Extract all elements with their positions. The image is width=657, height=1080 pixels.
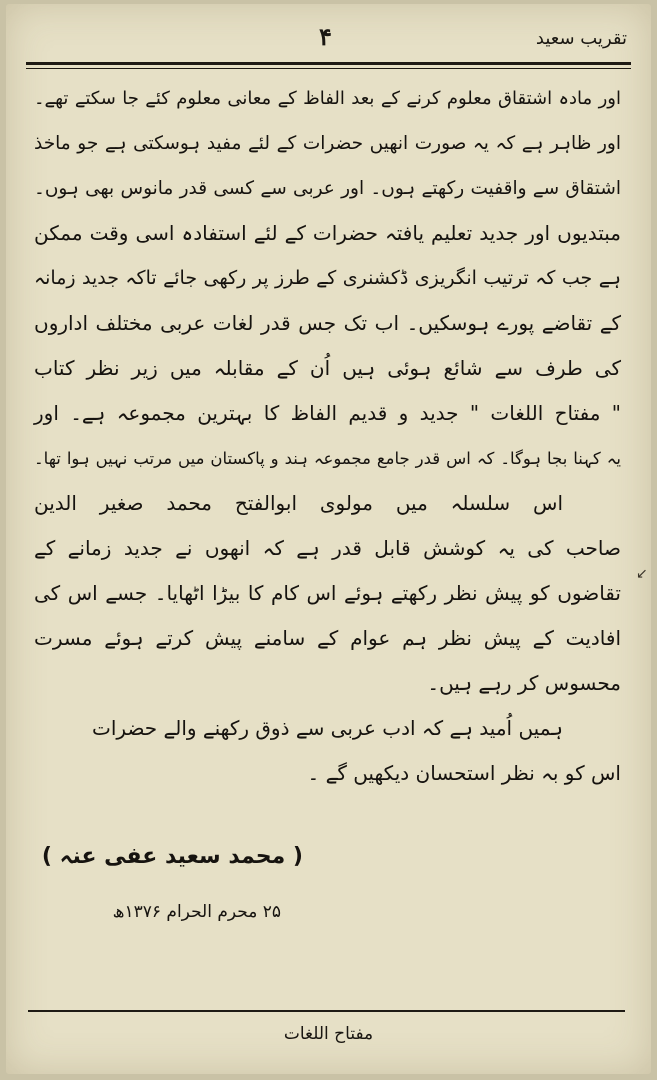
margin-mark: ↙ [636,566,648,582]
page-number: ۴ [319,22,332,51]
text-line: اور ظاہر ہے کہ یہ صورت انھیں حضرات کے لئے مفید ہوسکتی ہے جو ماخذ [34,133,621,154]
footer-rule [28,1010,625,1012]
text-line: اس کو بہ نظر استحسان دیکھیں گے ۔ [307,761,621,785]
text-line: اس سلسلہ میں مولوی ابوالفتح محمد صغیر الدین [34,491,563,515]
page-header [20,22,631,58]
date: ۲۵ محرم الحرام ۱۳۷۶ھ [112,902,281,922]
document-page [6,4,651,1074]
text-line: " مفتاح اللغات " جدید و قدیم الفاظ کا بہترین مجموعہ ہے۔ اور [34,401,621,425]
text-line: تقاضوں کو پیش نظر رکھتے ہوئے اس کام کا بیڑا اٹھایا۔ جسے اس کی [34,581,621,605]
running-title: تقریب سعید [535,28,627,49]
signature: ( محمد سعید عفی عنہ ) [41,844,303,869]
header-rule-thick [26,62,631,65]
text-line: ہے جب کہ ترتیب انگریزی ڈکشنری کے طرز پر رکھی جائے تاکہ جدید زمانہ [34,267,621,289]
text-line: افادیت کے پیش نظر ہم عوام کے سامنے پیش کرتے ہوئے مسرت [34,626,621,650]
text-line: کے تقاضے پورے ہوسکیں۔ اب تک جس قدر لغات عربی مختلف اداروں [34,311,621,335]
text-line: اشتقاق سے واقفیت رکھتے ہوں۔ اور عربی سے کسی قدر مانوس بھی ہوں۔ [34,178,621,199]
text-line: مبتدیوں اور جدید تعلیم یافتہ حضرات کے لئے استفادہ اسی وقت ممکن [34,221,621,245]
text-line: یہ کہنا بجا ہوگا۔ کہ اس قدر جامع مجموعہ ہند و پاکستان میں مرتب نہیں ہوا تھا۔ [34,449,621,468]
text-line: ہمیں اُمید ہے کہ ادب عربی سے ذوق رکھنے والے حضرات [92,716,563,740]
text-line: اور مادہ اشتقاق معلوم کرنے کے بعد الفاظ کے معانی معلوم کئے جا سکتے تھے۔ [34,88,621,109]
text-line: محسوس کر رہے ہیں۔ [427,671,621,695]
body-text [34,76,621,796]
header-rule-thin [26,68,631,69]
text-line: صاحب کی یہ کوشش قابل قدر ہے کہ انھوں نے جدید زمانے کے [34,536,621,560]
footer-title: مفتاح اللغات [283,1024,374,1044]
text-line: کی طرف سے شائع ہوئی ہیں اُن کے مقابلہ میں زیر نظر کتاب [34,356,621,380]
